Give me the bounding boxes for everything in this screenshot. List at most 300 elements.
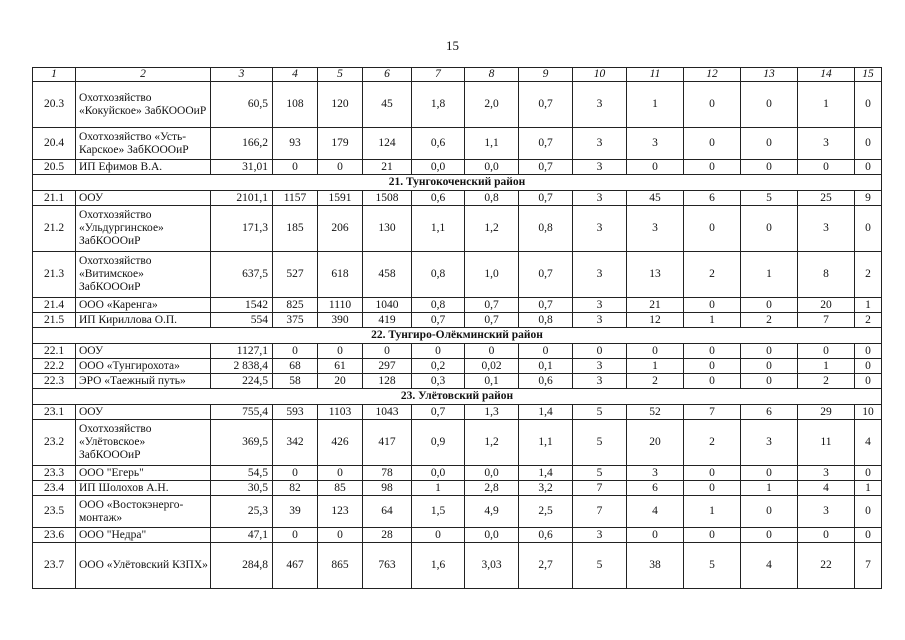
- district-header-row: [33, 328, 882, 344]
- value-cell: 426: [318, 420, 363, 466]
- value-cell: 1: [798, 359, 855, 374]
- value-cell: 1,4: [519, 466, 573, 481]
- row-number-cell: 23.1: [33, 405, 76, 420]
- value-cell: 2,7: [519, 543, 573, 589]
- value-cell: 7: [573, 496, 627, 528]
- value-cell: 0: [627, 160, 684, 175]
- value-cell: 1,1: [412, 206, 465, 252]
- value-cell: 0: [273, 528, 318, 543]
- value-cell: 120: [318, 82, 363, 128]
- value-cell: 0: [855, 466, 882, 481]
- value-cell: 1: [627, 82, 684, 128]
- row-number-cell: 20.5: [33, 160, 76, 175]
- value-cell: 5: [573, 405, 627, 420]
- value-cell: 0: [741, 82, 798, 128]
- value-cell: 0: [273, 160, 318, 175]
- value-cell: 0,7: [519, 252, 573, 298]
- table-row: [33, 359, 882, 374]
- value-cell: 21: [363, 160, 412, 175]
- value-cell: 78: [363, 466, 412, 481]
- value-cell: 7: [684, 405, 741, 420]
- value-cell: 0,0: [465, 466, 519, 481]
- value-cell: 0,0: [465, 160, 519, 175]
- value-cell: 0,3: [412, 374, 465, 389]
- value-cell: 39: [273, 496, 318, 528]
- value-cell: 0: [798, 528, 855, 543]
- value-cell: 9: [855, 191, 882, 206]
- value-cell: 61: [318, 359, 363, 374]
- value-cell: 20: [798, 298, 855, 313]
- value-cell: 128: [363, 374, 412, 389]
- value-cell: 2: [684, 252, 741, 298]
- row-number-cell: 23.3: [33, 466, 76, 481]
- hunting-data-table: [32, 67, 882, 589]
- value-cell: 2: [855, 252, 882, 298]
- value-cell: 3: [573, 359, 627, 374]
- value-cell: 0,1: [465, 374, 519, 389]
- value-cell: 2,5: [519, 496, 573, 528]
- value-cell: 554: [211, 313, 273, 328]
- value-cell: 1508: [363, 191, 412, 206]
- table-row: [33, 466, 882, 481]
- value-cell: 0,7: [465, 313, 519, 328]
- owner-name-cell: ООО «Улётовский КЗПХ»: [76, 543, 211, 589]
- value-cell: 755,4: [211, 405, 273, 420]
- value-cell: 2 838,4: [211, 359, 273, 374]
- value-cell: 637,5: [211, 252, 273, 298]
- value-cell: 0,8: [519, 206, 573, 252]
- value-cell: 1591: [318, 191, 363, 206]
- value-cell: 52: [627, 405, 684, 420]
- value-cell: 38: [627, 543, 684, 589]
- column-number: 3: [211, 68, 273, 82]
- value-cell: 2,0: [465, 82, 519, 128]
- owner-name-cell: ООУ: [76, 191, 211, 206]
- value-cell: 47,1: [211, 528, 273, 543]
- value-cell: 0: [741, 344, 798, 359]
- value-cell: 5: [573, 466, 627, 481]
- value-cell: 1: [684, 496, 741, 528]
- value-cell: 0,7: [519, 298, 573, 313]
- value-cell: 0: [684, 528, 741, 543]
- value-cell: 1127,1: [211, 344, 273, 359]
- value-cell: 98: [363, 481, 412, 496]
- value-cell: 1,2: [465, 420, 519, 466]
- value-cell: 3: [573, 313, 627, 328]
- value-cell: 0: [273, 344, 318, 359]
- value-cell: 7: [855, 543, 882, 589]
- value-cell: 0,7: [412, 313, 465, 328]
- value-cell: 6: [627, 481, 684, 496]
- value-cell: 0: [684, 206, 741, 252]
- owner-name-cell: ООО "Недра": [76, 528, 211, 543]
- owner-name-cell: Охотхозяйство «Ульдургинское» ЗабКОООиР: [76, 206, 211, 252]
- value-cell: 458: [363, 252, 412, 298]
- value-cell: 45: [363, 82, 412, 128]
- value-cell: 5: [684, 543, 741, 589]
- value-cell: 3: [627, 128, 684, 160]
- table-row: [33, 528, 882, 543]
- table-row: [33, 420, 882, 466]
- row-number-cell: 23.7: [33, 543, 76, 589]
- value-cell: 0: [741, 298, 798, 313]
- value-cell: 825: [273, 298, 318, 313]
- value-cell: 0: [465, 344, 519, 359]
- table-row: [33, 252, 882, 298]
- value-cell: 3: [573, 374, 627, 389]
- value-cell: 60,5: [211, 82, 273, 128]
- value-cell: 93: [273, 128, 318, 160]
- value-cell: 0,2: [412, 359, 465, 374]
- owner-name-cell: ИП Шолохов А.Н.: [76, 481, 211, 496]
- column-number: 7: [412, 68, 465, 82]
- column-number: 6: [363, 68, 412, 82]
- value-cell: 7: [798, 313, 855, 328]
- value-cell: 0: [741, 496, 798, 528]
- value-cell: 130: [363, 206, 412, 252]
- value-cell: 0,8: [465, 191, 519, 206]
- value-cell: 865: [318, 543, 363, 589]
- value-cell: 0: [855, 359, 882, 374]
- value-cell: 0: [741, 466, 798, 481]
- value-cell: 1157: [273, 191, 318, 206]
- value-cell: 1043: [363, 405, 412, 420]
- row-number-cell: 20.3: [33, 82, 76, 128]
- value-cell: 0,8: [519, 313, 573, 328]
- row-number-cell: 22.2: [33, 359, 76, 374]
- value-cell: 0: [273, 466, 318, 481]
- value-cell: 2: [627, 374, 684, 389]
- value-cell: 45: [627, 191, 684, 206]
- value-cell: 0: [798, 160, 855, 175]
- value-cell: 0: [684, 481, 741, 496]
- value-cell: 1: [684, 313, 741, 328]
- value-cell: 2101,1: [211, 191, 273, 206]
- value-cell: 0,6: [519, 374, 573, 389]
- value-cell: 4,9: [465, 496, 519, 528]
- column-number: 8: [465, 68, 519, 82]
- value-cell: 123: [318, 496, 363, 528]
- value-cell: 4: [798, 481, 855, 496]
- value-cell: 0: [741, 160, 798, 175]
- value-cell: 2,8: [465, 481, 519, 496]
- value-cell: 1,2: [465, 206, 519, 252]
- row-number-cell: 21.1: [33, 191, 76, 206]
- value-cell: 3: [573, 252, 627, 298]
- value-cell: 0,0: [465, 528, 519, 543]
- value-cell: 3,2: [519, 481, 573, 496]
- row-number-cell: 21.5: [33, 313, 76, 328]
- value-cell: 593: [273, 405, 318, 420]
- value-cell: 1,0: [465, 252, 519, 298]
- value-cell: 0: [855, 160, 882, 175]
- value-cell: 0: [412, 528, 465, 543]
- value-cell: 1: [855, 298, 882, 313]
- value-cell: 68: [273, 359, 318, 374]
- column-number: 1: [33, 68, 76, 82]
- district-title: 21. Тунгокоченский район: [33, 175, 882, 191]
- value-cell: 10: [855, 405, 882, 420]
- value-cell: 3: [573, 160, 627, 175]
- value-cell: 1,3: [465, 405, 519, 420]
- value-cell: 3: [573, 206, 627, 252]
- value-cell: 2: [855, 313, 882, 328]
- column-number: 13: [741, 68, 798, 82]
- value-cell: 25: [798, 191, 855, 206]
- value-cell: 0: [573, 344, 627, 359]
- owner-name-cell: ИП Ефимов В.А.: [76, 160, 211, 175]
- value-cell: 0: [855, 128, 882, 160]
- value-cell: 763: [363, 543, 412, 589]
- value-cell: 0: [684, 128, 741, 160]
- value-cell: 0,02: [465, 359, 519, 374]
- value-cell: 1103: [318, 405, 363, 420]
- value-cell: 0: [684, 466, 741, 481]
- value-cell: 1: [741, 481, 798, 496]
- table-row: [33, 206, 882, 252]
- column-number: 2: [76, 68, 211, 82]
- value-cell: 1: [627, 359, 684, 374]
- table-body: [33, 68, 882, 589]
- value-cell: 1,4: [519, 405, 573, 420]
- value-cell: 4: [627, 496, 684, 528]
- district-header-row: [33, 175, 882, 191]
- value-cell: 0: [684, 82, 741, 128]
- value-cell: 0: [741, 359, 798, 374]
- table-row: [33, 481, 882, 496]
- value-cell: 21: [627, 298, 684, 313]
- district-title: 22. Тунгиро-Олёкминский район: [33, 328, 882, 344]
- value-cell: 124: [363, 128, 412, 160]
- value-cell: 0: [412, 344, 465, 359]
- table-row: [33, 128, 882, 160]
- row-number-cell: 23.5: [33, 496, 76, 528]
- value-cell: 0: [684, 374, 741, 389]
- value-cell: 0,9: [412, 420, 465, 466]
- table-row: [33, 374, 882, 389]
- value-cell: 82: [273, 481, 318, 496]
- value-cell: 417: [363, 420, 412, 466]
- value-cell: 0,6: [519, 528, 573, 543]
- value-cell: 224,5: [211, 374, 273, 389]
- table-row: [33, 82, 882, 128]
- value-cell: 1: [412, 481, 465, 496]
- value-cell: 3: [798, 496, 855, 528]
- value-cell: 0,8: [412, 298, 465, 313]
- value-cell: 1040: [363, 298, 412, 313]
- value-cell: 0: [627, 344, 684, 359]
- row-number-cell: 21.3: [33, 252, 76, 298]
- row-number-cell: 20.4: [33, 128, 76, 160]
- value-cell: 3: [627, 466, 684, 481]
- value-cell: 3: [741, 420, 798, 466]
- page-number: 15: [446, 38, 459, 53]
- value-cell: 0,7: [519, 82, 573, 128]
- table-row: [33, 496, 882, 528]
- value-cell: 3: [573, 298, 627, 313]
- value-cell: 0: [684, 298, 741, 313]
- value-cell: 342: [273, 420, 318, 466]
- value-cell: 375: [273, 313, 318, 328]
- column-number-header: [33, 68, 882, 82]
- value-cell: 108: [273, 82, 318, 128]
- table-row: [33, 344, 882, 359]
- value-cell: 2: [798, 374, 855, 389]
- value-cell: 54,5: [211, 466, 273, 481]
- owner-name-cell: Охотхозяйство «Усть-Карское» ЗабКОООиР: [76, 128, 211, 160]
- value-cell: 0,7: [519, 128, 573, 160]
- value-cell: 20: [627, 420, 684, 466]
- value-cell: 25,3: [211, 496, 273, 528]
- value-cell: 2: [741, 313, 798, 328]
- row-number-cell: 22.3: [33, 374, 76, 389]
- value-cell: 58: [273, 374, 318, 389]
- value-cell: 64: [363, 496, 412, 528]
- value-cell: 0: [684, 344, 741, 359]
- value-cell: 0: [855, 206, 882, 252]
- value-cell: 0: [684, 359, 741, 374]
- value-cell: 171,3: [211, 206, 273, 252]
- value-cell: 3: [798, 128, 855, 160]
- value-cell: 0: [855, 374, 882, 389]
- column-number: 5: [318, 68, 363, 82]
- value-cell: 0,6: [412, 191, 465, 206]
- value-cell: 467: [273, 543, 318, 589]
- value-cell: 297: [363, 359, 412, 374]
- owner-name-cell: ЭРО «Таежный путь»: [76, 374, 211, 389]
- value-cell: 0: [519, 344, 573, 359]
- value-cell: 11: [798, 420, 855, 466]
- value-cell: 0: [318, 160, 363, 175]
- value-cell: 0: [855, 344, 882, 359]
- table-row: [33, 405, 882, 420]
- value-cell: 8: [798, 252, 855, 298]
- table-row: [33, 191, 882, 206]
- value-cell: 3: [798, 466, 855, 481]
- value-cell: 527: [273, 252, 318, 298]
- value-cell: 3,03: [465, 543, 519, 589]
- value-cell: 6: [684, 191, 741, 206]
- value-cell: 1,8: [412, 82, 465, 128]
- value-cell: 13: [627, 252, 684, 298]
- value-cell: 2: [684, 420, 741, 466]
- column-number: 11: [627, 68, 684, 82]
- value-cell: 0: [318, 344, 363, 359]
- value-cell: 1: [798, 82, 855, 128]
- owner-name-cell: ООО «Тунгирохота»: [76, 359, 211, 374]
- value-cell: 7: [573, 481, 627, 496]
- column-number: 4: [273, 68, 318, 82]
- value-cell: 0,1: [519, 359, 573, 374]
- value-cell: 3: [798, 206, 855, 252]
- table-row: [33, 543, 882, 589]
- value-cell: 20: [318, 374, 363, 389]
- value-cell: 1110: [318, 298, 363, 313]
- value-cell: 1,1: [519, 420, 573, 466]
- value-cell: 1,1: [465, 128, 519, 160]
- value-cell: 0: [855, 496, 882, 528]
- column-number: 14: [798, 68, 855, 82]
- value-cell: 0,0: [412, 466, 465, 481]
- value-cell: 85: [318, 481, 363, 496]
- column-number: 15: [855, 68, 882, 82]
- row-number-cell: 21.4: [33, 298, 76, 313]
- value-cell: 3: [573, 191, 627, 206]
- value-cell: 5: [741, 191, 798, 206]
- owner-name-cell: Охотхозяйство «Витимское» ЗабКОООиР: [76, 252, 211, 298]
- value-cell: 0: [318, 528, 363, 543]
- owner-name-cell: Охотхозяйство «Улётовское» ЗабКОООиР: [76, 420, 211, 466]
- value-cell: 179: [318, 128, 363, 160]
- value-cell: 0,6: [412, 128, 465, 160]
- value-cell: 3: [573, 128, 627, 160]
- row-number-cell: 23.2: [33, 420, 76, 466]
- table-row: [33, 298, 882, 313]
- column-number: 9: [519, 68, 573, 82]
- value-cell: 284,8: [211, 543, 273, 589]
- value-cell: 0,7: [465, 298, 519, 313]
- value-cell: 185: [273, 206, 318, 252]
- value-cell: 1542: [211, 298, 273, 313]
- value-cell: 166,2: [211, 128, 273, 160]
- value-cell: 22: [798, 543, 855, 589]
- value-cell: 0,8: [412, 252, 465, 298]
- value-cell: 206: [318, 206, 363, 252]
- value-cell: 12: [627, 313, 684, 328]
- table-row: [33, 160, 882, 175]
- owner-name-cell: ООУ: [76, 344, 211, 359]
- value-cell: 0,7: [519, 160, 573, 175]
- row-number-cell: 23.4: [33, 481, 76, 496]
- value-cell: 31,01: [211, 160, 273, 175]
- column-number: 12: [684, 68, 741, 82]
- value-cell: 0: [741, 128, 798, 160]
- value-cell: 0: [684, 160, 741, 175]
- value-cell: 369,5: [211, 420, 273, 466]
- owner-name-cell: ИП Кириллова О.П.: [76, 313, 211, 328]
- value-cell: 0: [855, 82, 882, 128]
- value-cell: 5: [573, 543, 627, 589]
- district-header-row: [33, 389, 882, 405]
- column-number: 10: [573, 68, 627, 82]
- table-row: [33, 313, 882, 328]
- owner-name-cell: ООУ: [76, 405, 211, 420]
- value-cell: 4: [741, 543, 798, 589]
- value-cell: 3: [627, 206, 684, 252]
- value-cell: 0: [363, 344, 412, 359]
- value-cell: 29: [798, 405, 855, 420]
- value-cell: 0: [741, 374, 798, 389]
- value-cell: 0: [741, 206, 798, 252]
- row-number-cell: 23.6: [33, 528, 76, 543]
- value-cell: 3: [573, 528, 627, 543]
- district-title: 23. Улётовский район: [33, 389, 882, 405]
- value-cell: 1,6: [412, 543, 465, 589]
- owner-name-cell: Охотхозяйство «Кокуйское» ЗабКОООиР: [76, 82, 211, 128]
- row-number-cell: 21.2: [33, 206, 76, 252]
- owner-name-cell: ООО "Егерь": [76, 466, 211, 481]
- value-cell: 28: [363, 528, 412, 543]
- value-cell: 1: [741, 252, 798, 298]
- value-cell: 1,5: [412, 496, 465, 528]
- value-cell: 0,7: [412, 405, 465, 420]
- value-cell: 4: [855, 420, 882, 466]
- value-cell: 419: [363, 313, 412, 328]
- value-cell: 0,0: [412, 160, 465, 175]
- value-cell: 0,7: [519, 191, 573, 206]
- value-cell: 5: [573, 420, 627, 466]
- value-cell: 0: [798, 344, 855, 359]
